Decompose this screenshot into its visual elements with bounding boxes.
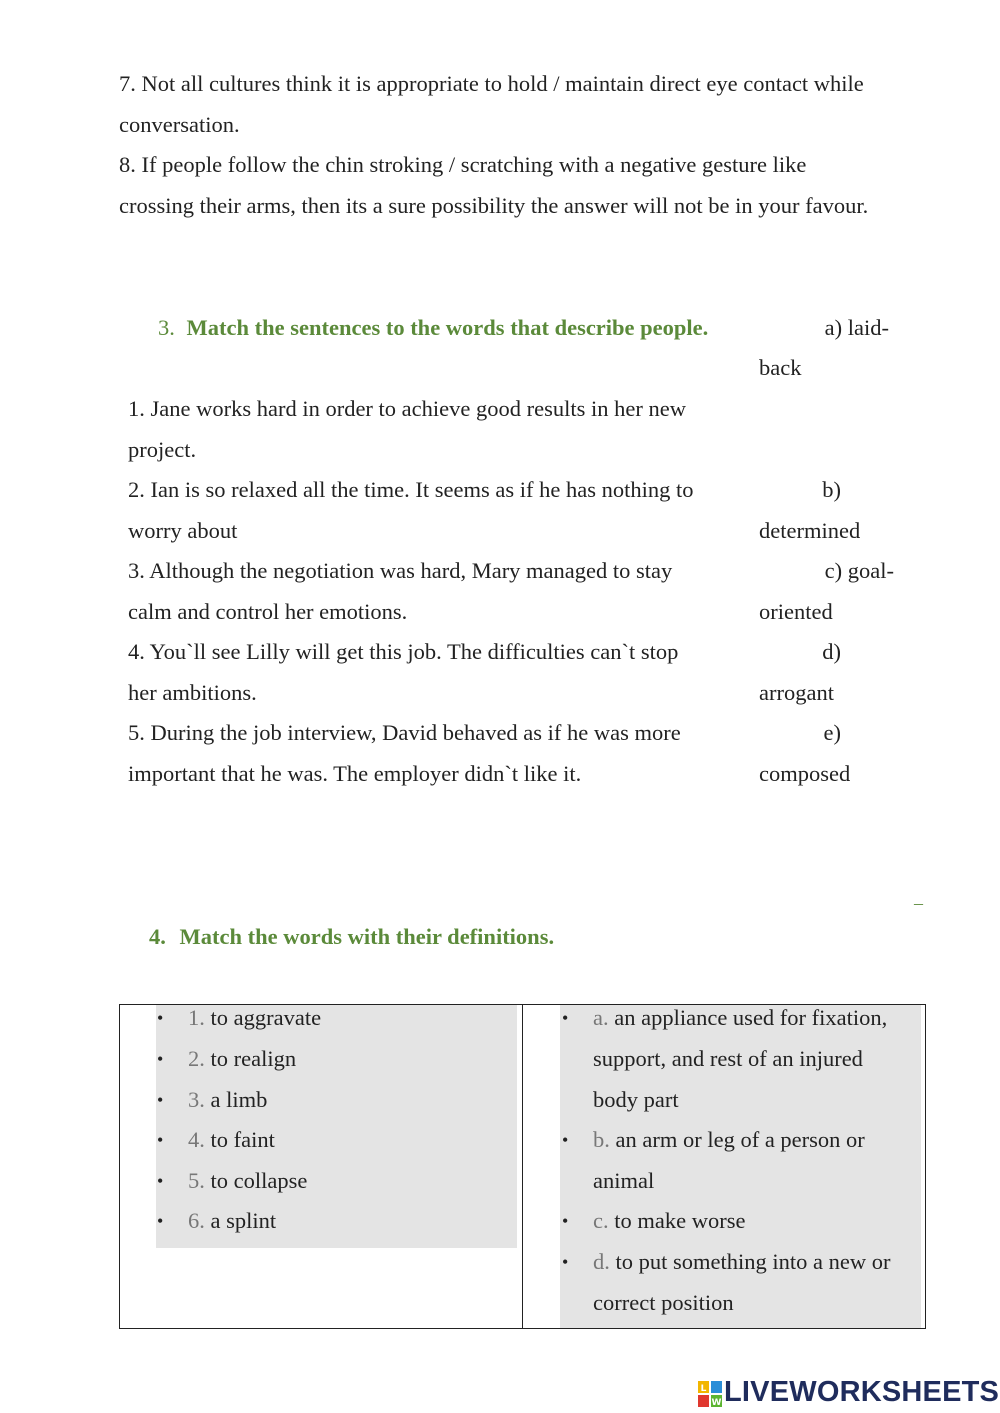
word-a-line-2: back — [759, 355, 802, 380]
bullet-icon: • — [562, 1130, 569, 1150]
bullet-icon: • — [562, 1252, 569, 1272]
word-item-1 — [157, 998, 321, 1039]
bullet-icon: • — [157, 1090, 164, 1110]
section-4-title: Match the words with their definitions. — [179, 924, 555, 949]
word-item-text: to realign — [210, 1046, 297, 1071]
definition-a-line-2: support, and rest of an injured — [593, 1046, 863, 1071]
definition-a-line-3: body part — [593, 1087, 679, 1112]
definition-letter: b. — [593, 1127, 610, 1152]
word-d-line-2: arrogant — [759, 680, 834, 705]
word-item-number: 2. — [188, 1046, 205, 1071]
liveworksheets-logo-icon — [697, 1380, 723, 1408]
word-item-text: to collapse — [210, 1168, 308, 1193]
definition-d-line-2: correct position — [593, 1290, 734, 1315]
word-item-2 — [157, 1039, 296, 1080]
definition-a-line-1 — [562, 998, 887, 1039]
sentence-5-line-2: important that he was. The employer didn`t like it. — [128, 761, 582, 786]
word-item-number: 1. — [188, 1005, 205, 1030]
sentence-5-line-1: 5. During the job interview, David behaved as if he was more — [128, 720, 681, 745]
word-item-number: 4. — [188, 1127, 205, 1152]
definition-text: to put something into a new or — [615, 1249, 891, 1274]
section-3-title: Match the sentences to the words that describe people. — [186, 315, 709, 340]
definition-text: an arm or leg of a person or — [615, 1127, 865, 1152]
word-b-line-1: b) — [822, 477, 841, 502]
word-item-number: 6. — [188, 1208, 205, 1233]
definition-b-line-1 — [562, 1120, 865, 1161]
word-c-line-2: oriented — [759, 599, 833, 624]
definition-c-line-1 — [562, 1201, 745, 1242]
word-d-line-1: d) — [822, 639, 841, 664]
definition-letter: a. — [593, 1005, 609, 1030]
sentence-3-line-2: calm and control her emotions. — [128, 599, 408, 624]
word-c-line-1: c) goal- — [824, 558, 894, 583]
definition-text: an appliance used for fixation, — [614, 1005, 888, 1030]
bullet-icon: • — [562, 1211, 569, 1231]
word-item-text: to faint — [210, 1127, 275, 1152]
logo-letter-w: W — [711, 1398, 722, 1408]
item-7-line-2: conversation. — [119, 112, 240, 137]
sentence-2-line-1: 2. Ian is so relaxed all the time. It seems as if he has nothing to — [128, 477, 694, 502]
section-3-heading — [158, 308, 708, 349]
definition-text: to make worse — [614, 1208, 746, 1233]
sentence-1-line-2: project. — [128, 437, 197, 462]
word-e-line-2: composed — [759, 761, 851, 786]
word-item-number: 3. — [188, 1087, 205, 1112]
word-item-text: to aggravate — [210, 1005, 322, 1030]
definition-letter: d. — [593, 1249, 610, 1274]
bullet-icon: • — [157, 1211, 164, 1231]
word-item-number: 5. — [188, 1168, 205, 1193]
word-item-6 — [157, 1201, 276, 1242]
liveworksheets-brand-text: LIVEWORKSHEETS — [724, 1376, 1000, 1408]
bullet-icon: • — [562, 1008, 569, 1028]
sentence-2-line-2: worry about — [128, 518, 238, 543]
liveworksheets-watermark — [697, 1376, 1000, 1410]
sentence-4-line-2: her ambitions. — [128, 680, 257, 705]
word-item-3 — [157, 1080, 267, 1121]
sentence-3-line-1: 3. Although the negotiation was hard, Mary managed to stay — [128, 558, 673, 583]
definition-letter: c. — [593, 1208, 609, 1233]
section-4-number: 4. — [149, 924, 166, 949]
sentence-1-line-1: 1. Jane works hard in order to achieve good results in her new — [128, 396, 686, 421]
word-item-5 — [157, 1161, 307, 1202]
sentence-4-line-1: 4. You`ll see Lilly will get this job. The difficulties can`t stop — [128, 639, 679, 664]
word-a-line-1: a) laid- — [824, 315, 889, 340]
word-item-text: a limb — [210, 1087, 268, 1112]
definition-b-line-2: animal — [593, 1168, 655, 1193]
bullet-icon: • — [157, 1130, 164, 1150]
item-8-line-1: 8. If people follow the chin stroking / scratching with a negative gesture like — [119, 152, 807, 177]
word-item-text: a splint — [210, 1208, 277, 1233]
word-item-4 — [157, 1120, 275, 1161]
definition-d-line-1 — [562, 1242, 890, 1283]
word-e-line-1: e) — [823, 720, 841, 745]
dash-mark: – — [914, 893, 923, 913]
word-b-line-2: determined — [759, 518, 861, 543]
item-8-line-2: crossing their arms, then its a sure possibility the answer will not be in your favour. — [119, 193, 869, 218]
bullet-icon: • — [157, 1171, 164, 1191]
bullet-icon: • — [157, 1049, 164, 1069]
section-3-number: 3. — [158, 315, 175, 340]
table-divider — [522, 1004, 523, 1329]
bullet-icon: • — [157, 1008, 164, 1028]
logo-letter-l: L — [700, 1384, 707, 1394]
item-7-line-1: 7. Not all cultures think it is appropriate to hold / maintain direct eye contact while — [119, 71, 864, 96]
section-4-heading — [149, 917, 554, 958]
